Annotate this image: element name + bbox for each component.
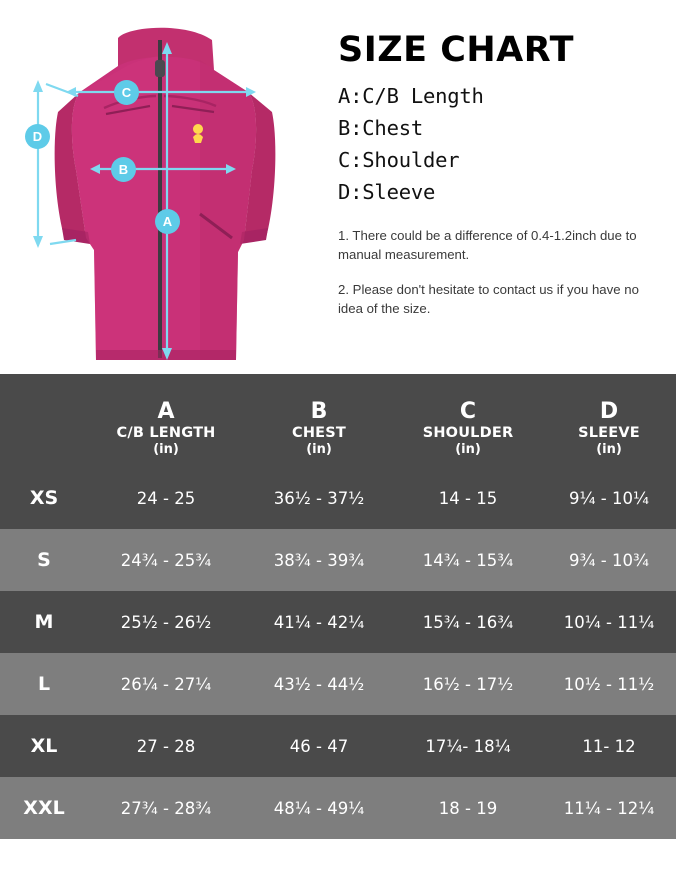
marker-c: C bbox=[114, 80, 139, 105]
cell-l-chest: 43½ - 44½ bbox=[273, 674, 365, 694]
header-cell-shoulder bbox=[394, 382, 542, 459]
row-size-m: M bbox=[34, 611, 54, 633]
note-contact-us: 2. Please don't hesitate to contact us if you have no idea of the size. bbox=[338, 282, 639, 317]
note-measurement-difference: 1. There could be a difference of 0.4-1.2inch due to manual measurement. bbox=[338, 228, 637, 263]
cell-xxl-length: 27¾ - 28¾ bbox=[120, 798, 212, 818]
cell-s-shoulder: 14¾ - 15¾ bbox=[422, 550, 514, 570]
header-name-shoulder: SHOULDER bbox=[422, 425, 514, 442]
header-cell-length bbox=[88, 382, 244, 459]
header-name-sleeve: SLEEVE bbox=[578, 425, 640, 442]
cell-xs-shoulder: 14 - 15 bbox=[438, 488, 498, 508]
table-row bbox=[0, 467, 676, 529]
row-size-l: L bbox=[37, 673, 51, 695]
table-row bbox=[0, 529, 676, 591]
header-unit-chest: (in) bbox=[306, 442, 332, 458]
header-unit-length: (in) bbox=[153, 442, 179, 458]
marker-b: B bbox=[111, 157, 136, 182]
header-unit-sleeve: (in) bbox=[596, 442, 622, 458]
header-letter-c: C bbox=[459, 398, 477, 424]
cell-xs-sleeve: 9¼ - 10¼ bbox=[569, 488, 649, 508]
header-letter-a: A bbox=[157, 398, 175, 424]
cell-xl-sleeve: 11- 12 bbox=[582, 736, 636, 756]
cell-xxl-chest: 48¼ - 49¼ bbox=[273, 798, 365, 818]
header-name-chest: CHEST bbox=[291, 425, 346, 442]
table-header-row bbox=[0, 374, 676, 467]
row-size-xs: XS bbox=[29, 487, 59, 509]
row-size-xxl: XXL bbox=[23, 797, 65, 819]
header-cell-size bbox=[0, 412, 88, 430]
cell-xxl-shoulder: 18 - 19 bbox=[438, 798, 498, 818]
cell-xl-length: 27 - 28 bbox=[136, 736, 196, 756]
legend-item-b: B:Chest bbox=[338, 116, 423, 140]
cell-m-chest: 41¼ - 42¼ bbox=[273, 612, 365, 632]
row-size-xl: XL bbox=[30, 735, 58, 757]
marker-d: D bbox=[25, 124, 50, 149]
header-letter-b: B bbox=[310, 398, 328, 424]
cell-xl-chest: 46 - 47 bbox=[289, 736, 349, 756]
table-row bbox=[0, 777, 676, 839]
cell-s-chest: 38¾ - 39¾ bbox=[273, 550, 365, 570]
top-section bbox=[0, 0, 676, 374]
header-cell-sleeve bbox=[542, 382, 676, 459]
jacket-illustration bbox=[0, 0, 320, 374]
legend-item-d: D:Sleeve bbox=[338, 180, 436, 204]
marker-a: A bbox=[155, 209, 180, 234]
legend-item-a: A:C/B Length bbox=[338, 84, 484, 108]
garment-illustration-pane bbox=[0, 0, 320, 374]
header-name-length: C/B LENGTH bbox=[116, 425, 216, 442]
header-cell-chest bbox=[244, 382, 394, 459]
cell-s-length: 24¾ - 25¾ bbox=[120, 550, 212, 570]
header-unit-shoulder: (in) bbox=[455, 442, 481, 458]
cell-l-sleeve: 10½ - 11½ bbox=[563, 674, 655, 694]
row-size-s: S bbox=[37, 549, 51, 571]
cell-m-sleeve: 10¼ - 11¼ bbox=[563, 612, 655, 632]
table-row bbox=[0, 715, 676, 777]
cell-xxl-sleeve: 11¼ - 12¼ bbox=[563, 798, 655, 818]
header-letter-d: D bbox=[599, 398, 619, 424]
page-title: SIZE CHART bbox=[338, 30, 575, 70]
info-pane bbox=[320, 0, 676, 374]
size-table bbox=[0, 374, 676, 839]
table-row bbox=[0, 653, 676, 715]
cell-xl-shoulder: 17¼- 18¼ bbox=[425, 736, 511, 756]
jacket-svg bbox=[0, 0, 320, 374]
cell-l-shoulder: 16½ - 17½ bbox=[422, 674, 514, 694]
cell-xs-chest: 36½ - 37½ bbox=[273, 488, 365, 508]
legend-item-c: C:Shoulder bbox=[338, 148, 460, 172]
cell-s-sleeve: 9¾ - 10¾ bbox=[569, 550, 649, 570]
cell-m-length: 25½ - 26½ bbox=[120, 612, 212, 632]
table-row bbox=[0, 591, 676, 653]
cell-l-length: 26¼ - 27¼ bbox=[120, 674, 212, 694]
cell-m-shoulder: 15¾ - 16¾ bbox=[422, 612, 514, 632]
cell-xs-length: 24 - 25 bbox=[136, 488, 196, 508]
